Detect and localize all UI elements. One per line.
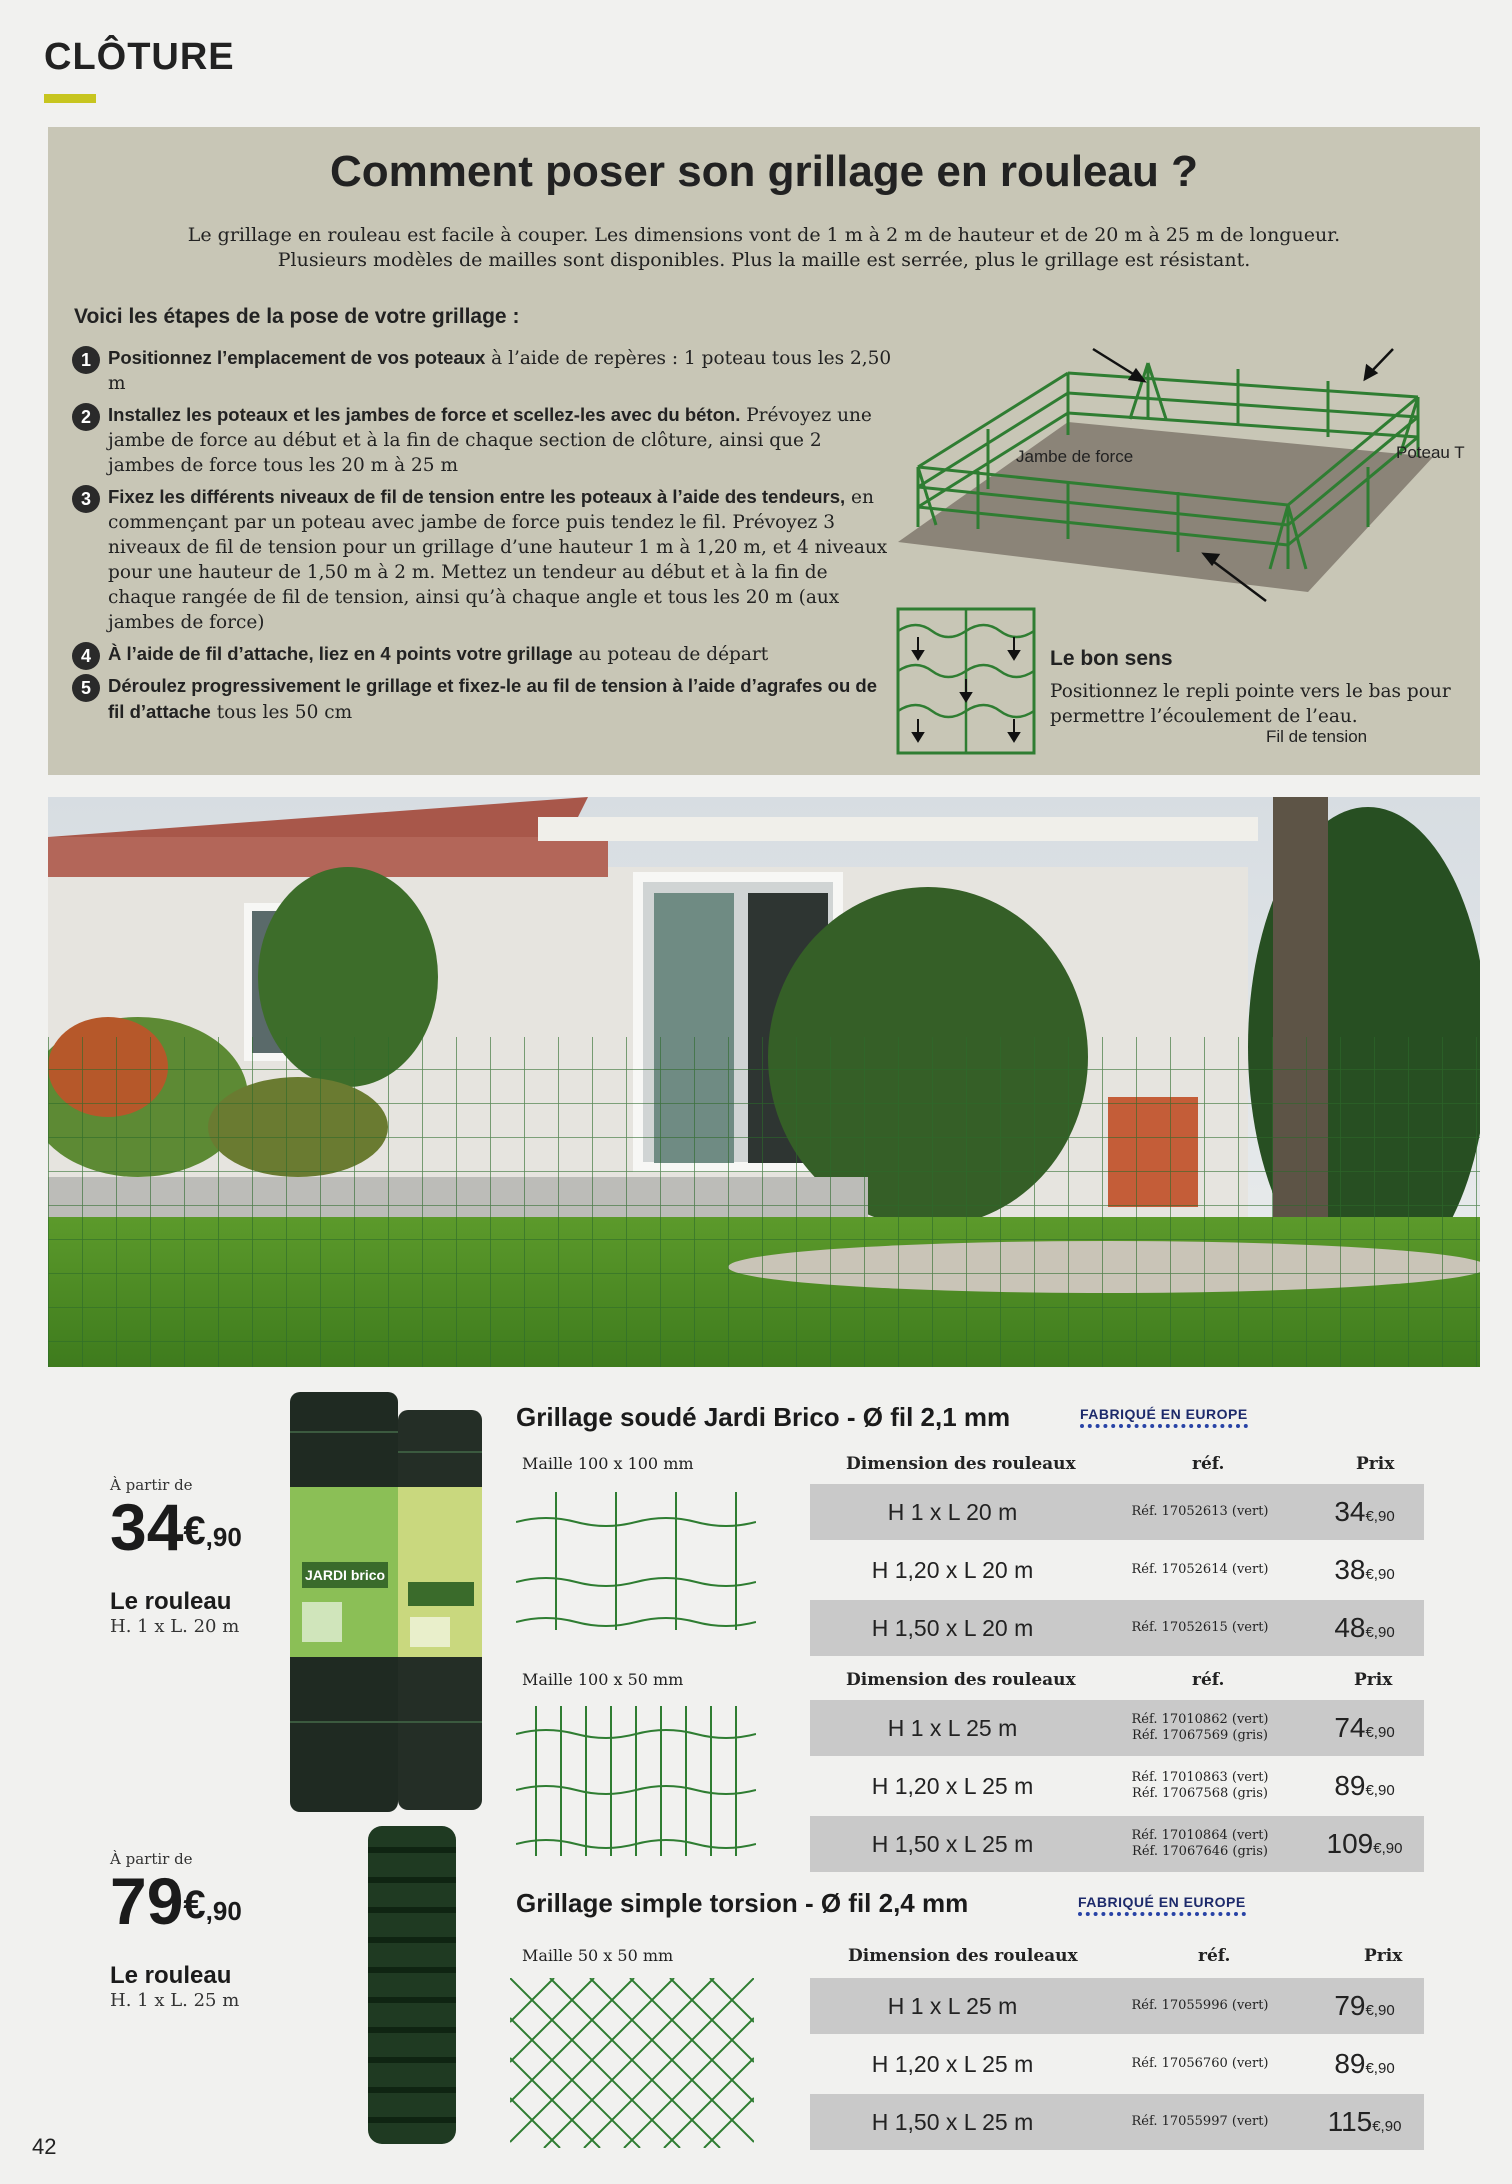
garden-fence-photo xyxy=(48,797,1480,1367)
currency-symbol: € xyxy=(183,1883,206,1927)
step-item xyxy=(72,673,892,725)
table-row xyxy=(810,1758,1424,1814)
step-bold: À l’aide de fil d’attache, liez en 4 points votre grillage xyxy=(108,643,573,664)
fence-diagram-graphic xyxy=(888,307,1478,617)
row-dimension: H 1 x L 25 m xyxy=(887,1993,1018,2019)
row-ref: Réf. 17055997 (vert) xyxy=(1131,2114,1269,2129)
column-head-ref: réf. xyxy=(1198,1946,1231,1966)
step-item xyxy=(72,402,892,478)
twist-product-title: Grillage simple torsion - Ø fil 2,4 mm xyxy=(516,1888,969,1918)
howto-title: Comment poser son grillage en rouleau ? xyxy=(330,147,1198,196)
row-price-int: 109 xyxy=(1326,1828,1374,1859)
column-head-price: Prix xyxy=(1364,1946,1403,1966)
row-price-cents: €,90 xyxy=(1365,1508,1395,1525)
row-price-cents: €,90 xyxy=(1373,1840,1403,1857)
step-text: au poteau de départ xyxy=(572,644,769,665)
sens-title: Le bon sens xyxy=(1050,647,1173,670)
price-cents: ,90 xyxy=(205,1896,242,1926)
mesh-orientation-icon xyxy=(896,607,1036,755)
row-dimension: H 1,50 x L 20 m xyxy=(871,1615,1034,1641)
price-cents: ,90 xyxy=(205,1522,242,1552)
row-dimension: H 1,50 x L 25 m xyxy=(871,2109,1034,2135)
table-row xyxy=(810,1816,1424,1872)
row-price-cents: €,90 xyxy=(1365,1566,1395,1583)
row-ref: Réf. 17052613 (vert) xyxy=(1131,1504,1269,1519)
row-dimension: H 1,20 x L 20 m xyxy=(871,1557,1034,1583)
steps-title: Voici les étapes de la pose de votre grillage : xyxy=(74,305,520,328)
twist-price-block xyxy=(110,1850,242,2011)
welded-price-block xyxy=(110,1476,242,1637)
row-price-cents: €,90 xyxy=(1372,2118,1402,2135)
step-number: 1 xyxy=(72,346,100,374)
howto-panel xyxy=(48,127,1480,775)
row-price-cents: €,90 xyxy=(1365,1782,1395,1799)
table-row xyxy=(810,1700,1424,1756)
table-row xyxy=(810,1978,1424,2034)
steps-list xyxy=(72,345,892,731)
made-in-europe-badge: FABRIQUÉ EN EUROPE xyxy=(1080,1406,1248,1428)
column-head-dimension: Dimension des rouleaux xyxy=(846,1454,1076,1474)
unit-label: Le rouleau xyxy=(110,1588,232,1615)
package-brand-label: JARDI brico xyxy=(304,1567,386,1583)
table-row xyxy=(810,1600,1424,1656)
price-int: 34 xyxy=(110,1490,184,1564)
section-title: CLÔTURE xyxy=(44,36,235,78)
column-head-ref: réf. xyxy=(1192,1454,1225,1474)
label-jambe-de-force: Jambe de force xyxy=(1016,447,1134,466)
row-ref: Réf. 17056760 (vert) xyxy=(1131,2056,1269,2071)
column-head-price: Prix xyxy=(1354,1670,1393,1690)
row-ref: Réf. 17052614 (vert) xyxy=(1131,1562,1269,1577)
row-ref: Réf. 17055996 (vert) xyxy=(1131,1998,1269,2013)
row-price-int: 38 xyxy=(1334,1554,1366,1585)
row-dimension: H 1,20 x L 25 m xyxy=(871,2051,1034,2077)
row-dimension: H 1 x L 20 m xyxy=(887,1499,1018,1525)
row-dimension: H 1,50 x L 25 m xyxy=(871,1831,1034,1857)
row-price xyxy=(1305,2094,1424,2150)
welded-product-title: Grillage soudé Jardi Brico - Ø fil 2,1 mm xyxy=(516,1402,1011,1432)
row-price-int: 89 xyxy=(1334,2048,1366,2079)
twist-price xyxy=(110,1864,242,1948)
currency-symbol: € xyxy=(183,1509,206,1553)
page-number: 42 xyxy=(32,2134,57,2159)
step-number: 5 xyxy=(72,674,100,702)
row-price-cents: €,90 xyxy=(1365,1724,1395,1741)
step-number: 3 xyxy=(72,485,100,513)
price-int: 79 xyxy=(110,1864,184,1938)
row-price-cents: €,90 xyxy=(1365,2002,1395,2019)
unit-label: Le rouleau xyxy=(110,1962,232,1989)
unit-sub: H. 1 x L. 20 m xyxy=(110,1616,240,1637)
unit-sub: H. 1 x L. 25 m xyxy=(110,1990,240,2011)
row-price xyxy=(1305,1978,1424,2034)
row-price xyxy=(1305,1758,1424,1814)
column-head-dimension: Dimension des rouleaux xyxy=(846,1670,1076,1690)
step-text: Prévoyez une jambe de force au début et à la fin de chaque section de clôture, ainsi que 2 jambes de force tous les 20 m à 25 m xyxy=(108,405,872,476)
price-from-label: À partir de xyxy=(110,1850,193,1868)
row-price-int: 48 xyxy=(1334,1612,1366,1643)
maille-label: Maille 100 x 100 mm xyxy=(522,1454,694,1473)
row-ref: Réf. 17010863 (vert) Réf. 17067568 (gris) xyxy=(1131,1770,1269,1801)
step-item xyxy=(72,641,892,667)
column-head-price: Prix xyxy=(1356,1454,1395,1474)
step-text: en commençant par un poteau avec jambe de force puis tendez le fil. Prévoyez 3 niveaux de fil de tension pour un grillage d’une hauteur 1 m à 1,20 m, et 4 niveaux pour une hauteur de 1,50 m à 2 m. Mettez un tendeur au début et à la fin de chaque rangée de fil de tension, ainsi qu’à chaque angle et tous les 20 m (aux jambes de force) xyxy=(108,487,888,633)
step-bold: Fixez les différents niveaux de fil de tension entre les poteaux à l’aide des tendeurs, xyxy=(108,486,846,507)
table-row xyxy=(810,1542,1424,1598)
row-price-cents: €,90 xyxy=(1365,1624,1395,1641)
row-price-int: 74 xyxy=(1334,1712,1366,1743)
row-price xyxy=(1305,1600,1424,1656)
price-from-label: À partir de xyxy=(110,1476,193,1494)
sens-text: Positionnez le repli pointe vers le bas pour permettre l’écoulement de l’eau. xyxy=(1050,681,1451,727)
row-ref: Réf. 17010864 (vert) Réf. 17067646 (gris) xyxy=(1131,1828,1269,1859)
welded-price xyxy=(110,1490,242,1574)
made-in-europe-badge: FABRIQUÉ EN EUROPE xyxy=(1078,1894,1246,1916)
maille-label: Maille 50 x 50 mm xyxy=(522,1946,674,1965)
row-price-int: 115 xyxy=(1327,2106,1373,2137)
maille-label: Maille 100 x 50 mm xyxy=(522,1670,684,1689)
column-head-ref: réf. xyxy=(1192,1670,1225,1690)
row-ref: Réf. 17010862 (vert) Réf. 17067569 (gris) xyxy=(1131,1712,1269,1743)
products-section xyxy=(0,1380,1512,2184)
row-price xyxy=(1305,1700,1424,1756)
row-ref: Réf. 17052615 (vert) xyxy=(1131,1620,1269,1635)
mesh-100x100-icon xyxy=(516,1492,756,1630)
step-item xyxy=(72,484,892,635)
column-head-dimension: Dimension des rouleaux xyxy=(848,1946,1078,1966)
row-price xyxy=(1305,1542,1424,1598)
step-number: 2 xyxy=(72,403,100,431)
row-price-int: 34 xyxy=(1334,1496,1366,1527)
row-price-int: 89 xyxy=(1334,1770,1366,1801)
row-price xyxy=(1305,1816,1424,1872)
label-fil-de-tension: Fil de tension xyxy=(1266,727,1368,746)
step-item xyxy=(72,345,892,396)
row-price xyxy=(1305,1484,1424,1540)
label-poteau-t: Poteau T xyxy=(1396,443,1465,462)
row-price xyxy=(1305,2036,1424,2092)
mesh-50x50-diamond-icon xyxy=(510,1978,754,2148)
step-bold: Déroulez progressivement le grillage et fixez-le au fil de tension à l’aide d’agrafes ou de fil d’attache xyxy=(108,675,877,722)
table-row xyxy=(810,2036,1424,2092)
row-price-int: 79 xyxy=(1334,1990,1366,2021)
step-text: à l’aide de repères : 1 poteau tous les 2,50 m xyxy=(108,348,892,394)
step-text: tous les 50 cm xyxy=(210,702,353,723)
table-row xyxy=(810,2094,1424,2150)
twist-roll-product-image xyxy=(364,1820,460,2150)
howto-intro: Le grillage en rouleau est facile à couper. Les dimensions vont de 1 m à 2 m de hauteur et de 20 m à 25 m de longueur. Plusieurs modèles de mailles sont disponibles. Plus la maille est serrée, plus le grillage est résistant. xyxy=(187,224,1341,271)
step-bold: Installez les poteaux et les jambes de force et scellez-les avec du béton. xyxy=(108,404,741,425)
mesh-100x50-icon xyxy=(516,1706,756,1856)
welded-roll-product-image xyxy=(288,1392,484,1812)
step-number: 4 xyxy=(72,642,100,670)
section-accent-bar xyxy=(44,94,96,103)
row-dimension: H 1 x L 25 m xyxy=(887,1715,1018,1741)
row-dimension: H 1,20 x L 25 m xyxy=(871,1773,1034,1799)
step-bold: Positionnez l’emplacement de vos poteaux xyxy=(108,347,486,368)
row-price-cents: €,90 xyxy=(1365,2060,1395,2077)
table-row xyxy=(810,1484,1424,1540)
